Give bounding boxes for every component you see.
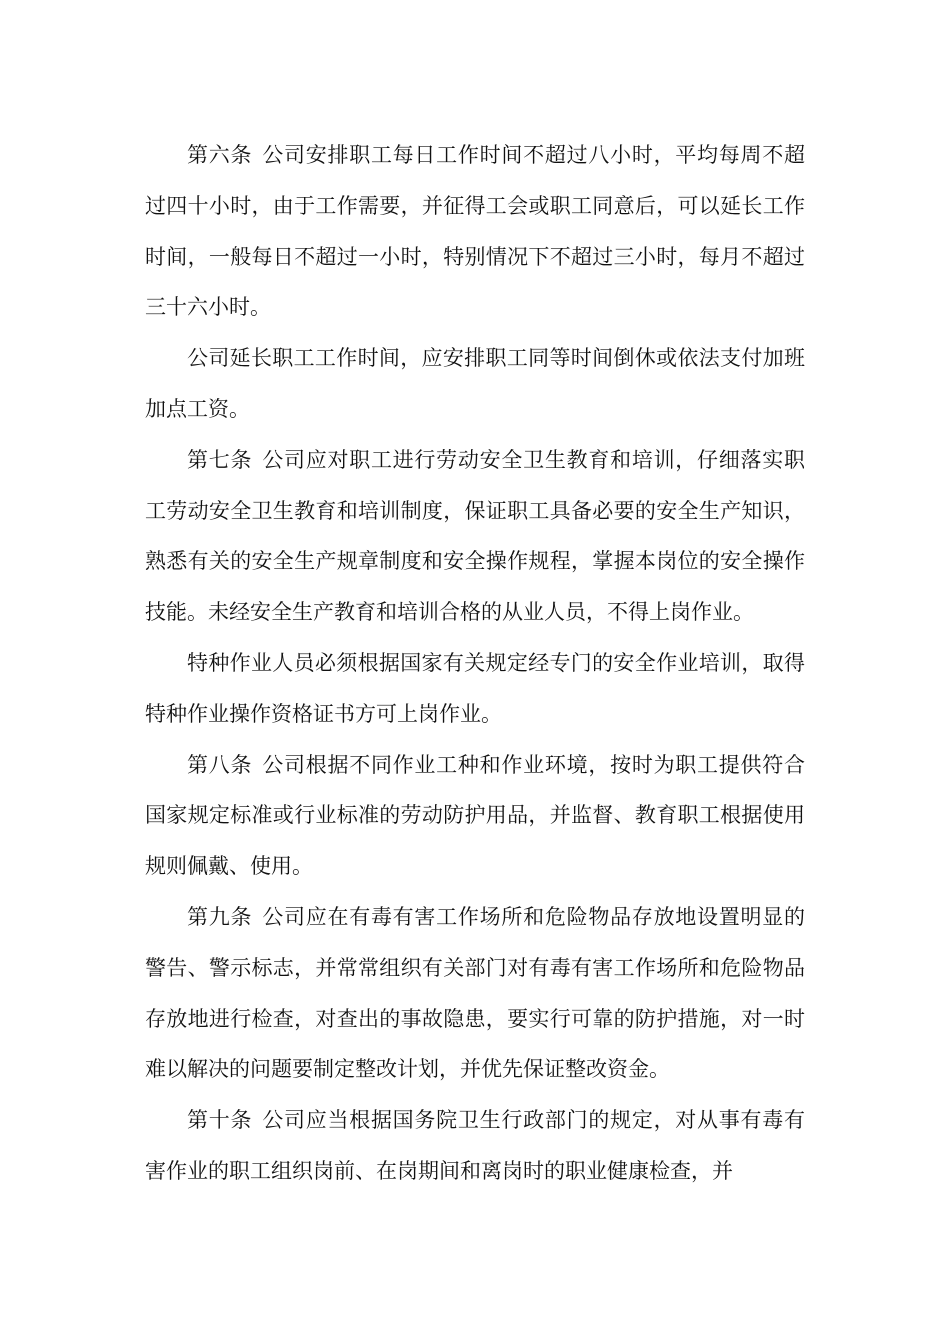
paragraph-text: 公司安排职工每日工作时间不超过八小时，平均每周不超过四十小时，由于工作需要，并征得工会或职工同意后，可以延长工作时间，一般每日不超过一小时，特别情况下不超过三小时，每月不超过三十六小时。 <box>145 143 806 320</box>
paragraph-text: 特种作业人员必须根据国家有关规定经专门的安全作业培训，取得特种作业操作资格证书方可上岗作业。 <box>145 650 805 726</box>
paragraph-text: 公司应当根据国务院卫生行政部门的规定，对从事有毒有害作业的职工组织岗前、在岗期间和离岗时的职业健康检查，并 <box>145 1108 806 1183</box>
paragraph-article-10 <box>145 1095 805 1197</box>
paragraph-text: 公司延长职工工作时间，应安排职工同等时间倒休或依法支付加班加点工资。 <box>145 346 805 421</box>
article-number: 第九条 <box>187 904 253 929</box>
article-number: 第七条 <box>187 447 253 472</box>
paragraph-text: 公司应对职工进行劳动安全卫生教育和培训，仔细落实职工劳动安全卫生教育和培训制度，保证职工具备必要的安全生产知识，熟悉有关的安全生产规章制度和安全操作规程，掌握本岗位的安全操作技能。未经安全生产教育和培训合格的从业人员，不得上岗作业。 <box>145 447 806 625</box>
paragraph-article-8 <box>145 740 805 892</box>
article-number: 第六条 <box>187 143 253 167</box>
article-number: 第十条 <box>187 1108 253 1133</box>
paragraph-article-9 <box>145 892 805 1095</box>
article-number: 第八条 <box>187 752 253 777</box>
paragraph-article-6 <box>145 130 805 333</box>
paragraph-text: 公司根据不同作业工种和作业环境，按时为职工提供符合国家规定标准或行业标准的劳动防护用品，并监督、教育职工根据使用规则佩戴、使用。 <box>145 752 806 879</box>
paragraph-text: 公司应在有毒有害工作场所和危险物品存放地设置明显的警告、警示标志，并常常组织有关部门对有毒有害工作场所和危险物品存放地进行检查，对查出的事故隐患，要实行可靠的防护措施，对一时难以解决的问题要制定整改计划，并优先保证整改资金。 <box>145 904 806 1082</box>
paragraph-special-operations <box>145 638 805 740</box>
document-body <box>145 130 805 1197</box>
paragraph-overtime <box>145 333 805 435</box>
paragraph-article-7 <box>145 435 805 638</box>
